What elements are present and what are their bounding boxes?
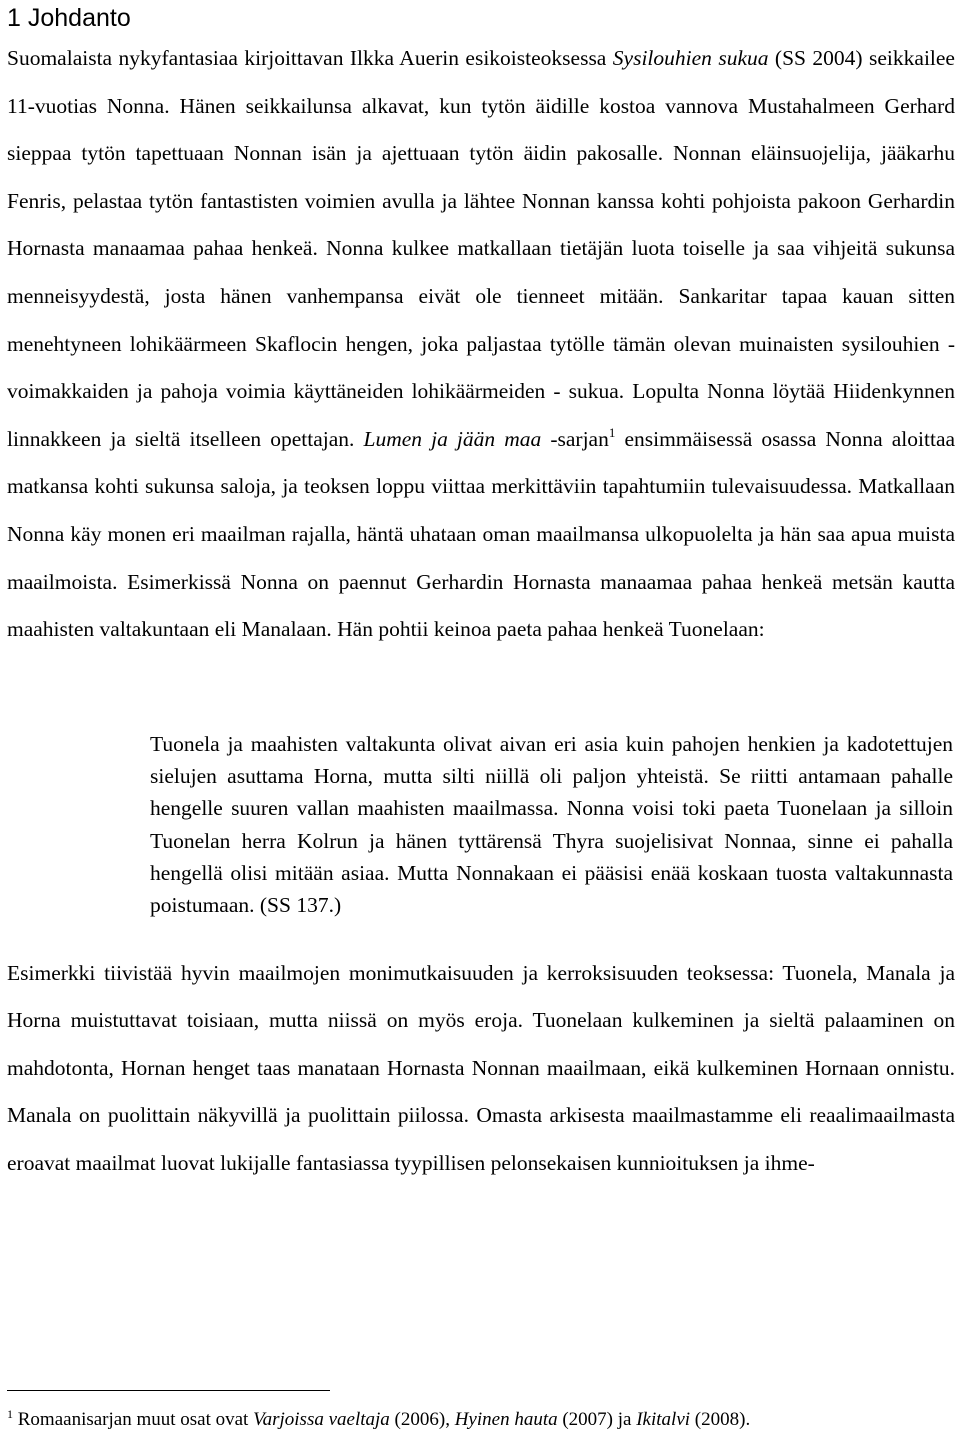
- footnote-reference[interactable]: 1: [608, 424, 616, 440]
- footnote-year-2: (2007) ja: [557, 1409, 637, 1430]
- series-title: Lumen ja jään maa: [363, 426, 542, 451]
- footnote: [7, 1408, 955, 1432]
- footnote-title-2: Hyinen hauta: [454, 1409, 558, 1430]
- section-title: Johdanto: [27, 4, 131, 32]
- second-paragraph: Esimerkki tiivistää hyvin maailmojen monimutkaisuuden ja kerroksisuuden teoksessa: Tuonela, Manala ja Horna muistuttavat toisiaan, mutta niissä on myös eroja. Tuonelaan kulkeminen ja sieltä palaaminen on mahdotonta, Hornan henget taas manataan Hornasta Nonnan maailmaan, eikä kulkeminen Hornaan onnistu. Manala on puolittain näkyvillä ja puolittain piilossa. Omasta arkisesta maailmastamme eli reaalimaailmasta eroavat maailmat luovat lukijalle fantasiassa tyypillisen pelonsekaisen kunnioituksen ja ihme-: [7, 960, 955, 1175]
- section-heading: [7, 0, 955, 35]
- series-suffix: -sarjan: [541, 426, 609, 451]
- footnote-title-3: Ikitalvi: [636, 1409, 691, 1430]
- intro-text-start: Suomalaista nykyfantasiaa kirjoittavan Ilkka Auerin esikoisteoksessa: [7, 46, 613, 70]
- footnote-year-1: (2006),: [389, 1409, 455, 1430]
- quote-block: [7, 654, 955, 950]
- footnote-year-3: (2008).: [690, 1409, 751, 1430]
- footnote-number: 1: [7, 1407, 13, 1421]
- footnote-divider: [7, 1390, 330, 1391]
- intro-text-end: ensimmäisessä osassa Nonna aloittaa matkansa kohti sukunsa saloja, ja teoksen loppu viittaa merkittäviin tapahtumiin tulevaisuudessa. Matkallaan Nonna käy monen eri maailman rajalla, häntä uhataan oman maailmansa ulkopuolelta ja hän saa apua muista maailmoista. Esimerkissä Nonna on paennut Gerhardin Hornasta manaamaa pahaa henkeä metsän kautta maahisten valtakuntaan eli Manalaan. Hän pohtii keinoa paeta pahaa henkeä Tuonelaan:: [7, 426, 956, 642]
- intro-paragraph: [7, 35, 955, 654]
- document-page: [7, 0, 955, 1187]
- footnote-title-1: Varjoissa vaeltaja: [253, 1409, 390, 1430]
- footnote-lead: Romaanisarjan muut osat ovat: [13, 1409, 254, 1430]
- section-number: 1: [7, 4, 21, 32]
- block-quote: Tuonela ja maahisten valtakunta olivat aivan eri asia kuin pahojen henkien ja kadotettujen sielujen asuttama Horna, mutta silti niillä oli paljon yhteistä. Se riitti antamaan pahalle hengelle suuren vallan maahisten maailmassa. Nonna voisi toki paeta Tuonelaan ja silloin Tuonelan herra Kolrun ja hänen tyttärensä Thyra suojelisivat Nonnaa, sinne ei pahalla hengellä olisi mitään asiaa. Mutta Nonnakaan ei pääsisi enää koskaan tuosta valtakunnasta poistumaan. (SS 137.): [150, 731, 953, 918]
- intro-text-middle: (SS 2004) seikkailee 11-vuotias Nonna. Hänen seikkailunsa alkavat, kun tytön äidille kostoa vannova Mustahalmeen Gerhard sieppaa tytön tapettuaan Nonnan isän ja ajettuaan tytön äidin pakosalle. Nonnan eläinsuojelija, jääkarhu Fenris, pelastaa tytön fantastisten voimien avulla ja lähtee Nonnan kanssa kohti pohjoista pakoon Gerhardin Hornasta manaamaa pahaa henkeä. Nonna kulkee matkallaan tietäjän luota toiselle ja saa vihjeitä sukunsa menneisyydestä, josta hänen vanhempansa eivät ole tienneet mitään. Sankaritar tapaa kauan sitten menehtyneen lohikäärmeen Skaflocin hengen, joka paljastaa tytölle tämän olevan muinaisten sysilouhien - voimakkaiden ja pahoja voimia käyttäneiden lohikäärmeiden - sukua. Lopulta Nonna löytää Hiidenkynnen linnakkeen ja sieltä itselleen opettajan.: [7, 46, 955, 451]
- book-title: Sysilouhien sukua: [612, 46, 769, 70]
